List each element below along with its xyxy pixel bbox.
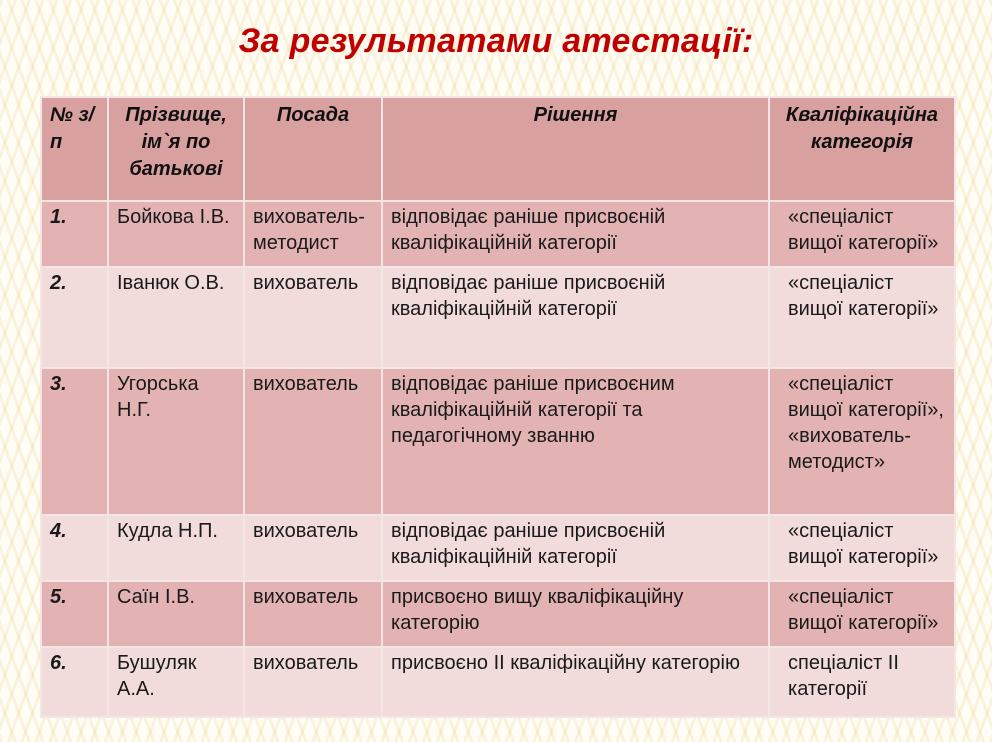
row-num: 3. — [41, 368, 108, 515]
row-category: «спеціаліст вищої категорії», «вихователь-методист» — [769, 368, 955, 515]
table-row — [41, 581, 955, 647]
row-num: 1. — [41, 201, 108, 267]
row-position: вихователь — [244, 368, 382, 515]
table-row — [41, 368, 955, 515]
row-category: «спеціаліст вищої категорії» — [769, 267, 955, 368]
table-row — [41, 647, 955, 717]
row-decision: відповідає раніше присвоєним кваліфікаційній категорії та педагогічному званню — [382, 368, 769, 515]
row-decision: відповідає раніше присвоєній кваліфікаційній категорії — [382, 267, 769, 368]
row-category: спеціаліст ІІ категорії — [769, 647, 955, 717]
row-num: 4. — [41, 515, 108, 581]
header-name: Прізвище, ім`я по батькові — [108, 97, 244, 201]
row-decision: відповідає раніше присвоєній кваліфікаційній категорії — [382, 201, 769, 267]
attestation-table — [40, 96, 956, 718]
row-num: 6. — [41, 647, 108, 717]
row-category: «спеціаліст вищої категорії» — [769, 515, 955, 581]
table-row — [41, 267, 955, 368]
table-row — [41, 515, 955, 581]
row-name: Саїн І.В. — [108, 581, 244, 647]
header-category: Кваліфікаційна категорія — [769, 97, 955, 201]
page-title: За результатами атестації: — [238, 22, 754, 60]
row-position: вихователь — [244, 647, 382, 717]
header-position: Посада — [244, 97, 382, 201]
table-row — [41, 201, 955, 267]
row-num: 5. — [41, 581, 108, 647]
row-name: Угорська Н.Г. — [108, 368, 244, 515]
row-decision: відповідає раніше присвоєній кваліфікаційній категорії — [382, 515, 769, 581]
row-category: «спеціаліст вищої категорії» — [769, 581, 955, 647]
row-position: вихователь — [244, 515, 382, 581]
header-num: № з/п — [41, 97, 108, 201]
header-decision: Рішення — [382, 97, 769, 201]
table-header-row — [41, 97, 955, 201]
row-position: вихователь — [244, 267, 382, 368]
row-name: Бушуляк А.А. — [108, 647, 244, 717]
row-category: «спеціаліст вищої категорії» — [769, 201, 955, 267]
row-decision: присвоєно вищу кваліфікаційну категорію — [382, 581, 769, 647]
row-name: Бойкова І.В. — [108, 201, 244, 267]
row-decision: присвоєно ІІ кваліфікаційну категорію — [382, 647, 769, 717]
row-num: 2. — [41, 267, 108, 368]
row-name: Іванюк О.В. — [108, 267, 244, 368]
row-name: Кудла Н.П. — [108, 515, 244, 581]
row-position: вихователь-методист — [244, 201, 382, 267]
row-position: вихователь — [244, 581, 382, 647]
